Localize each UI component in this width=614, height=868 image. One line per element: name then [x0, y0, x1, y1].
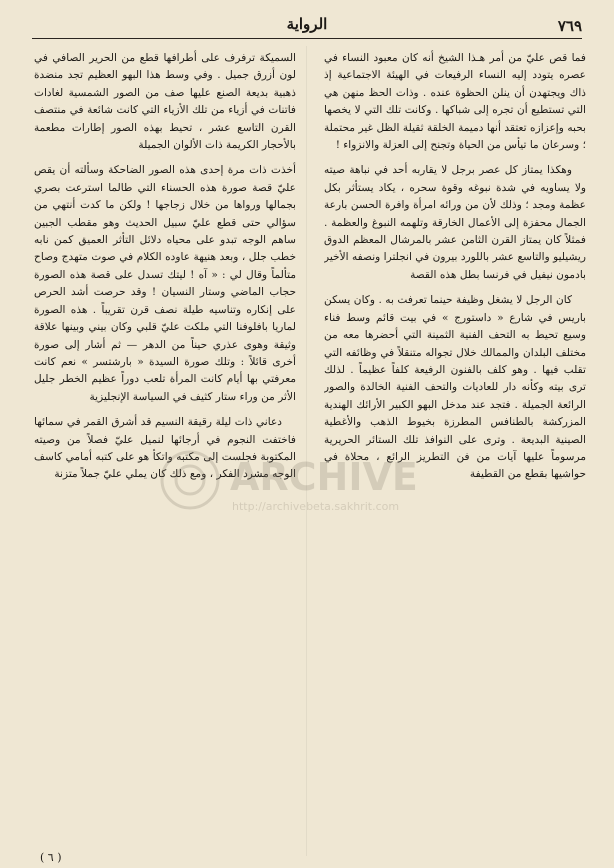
signature-mark: ( ٦ )	[40, 851, 62, 864]
paragraph: أخذت ذات مرة إحدى هذه الصور الضاحكة وسألته أن يقص عليّ قصة صورة هذه الحسناء التي طالما استرعت بصري بجمالها ورواها من خلال زجاجها ! ولكن ما كدت أنتهي من سؤالي حتى قطع عليّ سبيل الحديث وهو مقطب الجبين ساهم الوجه تبدو على محياه دلائل التأثر العميق كمن نابه خطب جلل ، وبعد هنيهة عاوده الكلام في صوت متهدج وصاح متألماً وقال لي : « آه ! ليتك تسدل على قصة هذه الصورة حجاب الماضي وستار النسيان ! وقد حرصت أشد الحرص على إنكاره وتناسيه طيلة نصف قرن تقريباً . هذه الصورة لماريا بافلوفنا التي ملكت عليّ قلبي وكان بيني وبينها علاقة وثيقة وهوى عذري حيناً من الدهر — ثم أشار إلى صورة أخرى قائلاً : وتلك صورة السيدة « بارشتسر » نعم كانت معرفتي بها أيام كانت المرأة تلعب دوراً عظيم الخطر جليل الأثر من وراء ستار كثيف في السياسة الإنجليزية	[34, 164, 296, 403]
svg-text:ARCHIVE: ARCHIVE	[230, 455, 418, 499]
svg-text:http://archivebeta.sakhrit.com: http://archivebeta.sakhrit.com	[232, 500, 400, 513]
running-title: الرواية	[286, 15, 328, 33]
page-header	[32, 14, 582, 39]
left-column	[34, 50, 296, 850]
paragraph: وهكذا يمتاز كل عصر برجل لا يقاربه أحد في نباهة صيته ولا يساويه في شدة نبوغه وقوة سحره ، يكاد يستأثر بكل عظمة ومجد ؛ وذلك لأن من ورائه امرأة وافرة الحسن بارعة الجمال محفزة إلى الأعمال الخارقة وتلهمه النبوغ والعظمة . فمثلاً كان يمتاز القرن الثامن عشر بالمرشال المعظم الدوق ريشيليو والتاسع عشر باللورد بيرون في انجلترا ونصفه الأخير بادمون نيفيل في فرنسا بطل هذه القصة	[324, 164, 586, 281]
paragraph: دعاني ذات ليلة رقيقة النسيم قد أشرق القمر في سمائها فاختفت النجوم في أرجائها لنميل عليّ فصلاً من وصيته المكتوبة فجلست إلى مكتبه واتكأ هو على كتبه أمامي كاسف الوجه مشرد الفكر ، ومع ذلك كان يملي عليّ جملاً متزنة	[34, 416, 296, 481]
column-divider	[306, 46, 307, 856]
right-column	[324, 50, 586, 850]
paragraph: السميكة ترفرف على أطرافها قطع من الحرير الصافي في لون أزرق جميل . وفي وسط هذا البهو العظيم تجد منضدة ذهبية بديعة الصنع عليها صف من الصور الشمسية لغادات فاتنات في أزياء من تلك الأزياء التي كانت شائعة في منتصف القرن التاسع عشر ، تحيط بهذه الصور إطارات مطعمة بالأحجار الكريمة ذات الألوان الجميلة	[34, 52, 296, 152]
paragraph: كان الرجل لا يشغل وظيفة حينما تعرفت به . وكان يسكن باريس في شارع « داستورج » في بيت قائم وسط فناء وسيع تحيط به التحف الفنية الثمينة التي أحضرها معه من مختلف البلدان والممالك خلال تجواله متنقلاً في وظائفه التي تقلب فيها . وهو كلف بالفنون الرفيعة كلفاً عظيماً . لذلك ترى بيته وكأنه دار للعاديات والتحف الفنية الخالدة والصور الرائعة الجميلة . فتجد عند مدخل البهو الكبير الأرائك الهندية المزركشة بالطنافس المطرزة بخيوط الذهب والأغطية الصينية البديعة . وترى على النوافذ تلك الستائر الحريرية مرسوماً عليها آيات من فن التطريز الرائع ، محلاة في حواشيها بقطع من القطيفة	[324, 294, 586, 481]
paragraph: فما قص عليّ من أمر هـذا الشيخ أنه كان معبود النساء في عصره يتودد إليه النساء الرفيعات في الهيئة الاجتماعية إذ ذاك ويجتهدن أن ينلن الحظوة عنده . وذات الحظ منهن هي التي تستطيع أن تجره إلى شباكها . وكانت تلك التي لا يخصها بحبه وإعزازه تعتقد أنها دميمة الخلقة ثقيلة الظل غير محتملة ؛ وسرعان ما تيأس من الحياة وتجنح إلى العزلة والانزواء !	[324, 52, 586, 152]
page-number: ٧٦٩	[557, 17, 582, 35]
